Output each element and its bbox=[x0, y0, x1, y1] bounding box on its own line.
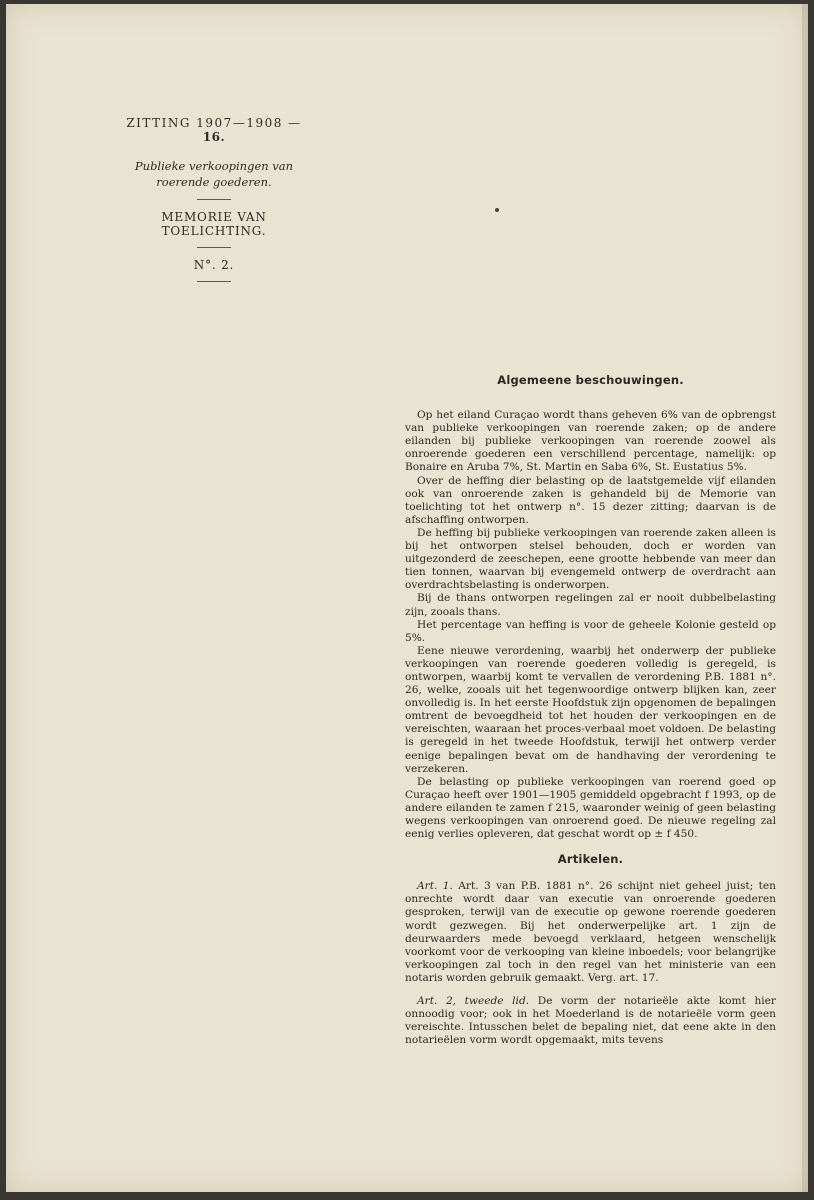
body-column bbox=[405, 374, 776, 1047]
paragraph: De heffing bij publieke verkoopingen van roerende zaken alleen is bij het ontworpen stelsel behouden, doch er worden van uitgezonderd de zeeschepen, eene grootte hebbende van meer dan tien tonnen, waarvan bij evengemeld ontwerp de overdracht aan overdrachtsbelasting is onderworpen. bbox=[405, 526, 776, 592]
session-number: 16. bbox=[202, 130, 226, 144]
paragraph: Bij de thans ontworpen regelingen zal er nooit dubbelbelasting zijn, zooals thans. bbox=[405, 592, 776, 618]
article-paragraph bbox=[405, 880, 776, 985]
article-text: De vorm der notarieële akte komt hier onnoodig voor; ook in het Moederland is de notarieële vorm geen vereischte. Intusschen belet de bepaling niet, dat eene akte in den notarieëlen vorm wordt opgemaakt, mits tevens bbox=[405, 995, 776, 1047]
divider bbox=[197, 281, 231, 282]
article-label: Art. 1. bbox=[417, 880, 453, 893]
session-line bbox=[114, 116, 314, 144]
session-text: ZITTING 1907—1908 — bbox=[126, 116, 302, 130]
article-text: Art. 3 van P.B. 1881 n°. 26 schijnt niet geheel juist; ten onrechte wordt daar van executie van onroerende goederen gesproken, terwijl van de executie op gewone roerende goederen wordt gezwegen. Bij het onderwerpelijke art. 1 zijn de deurwaarders mede bevoegd verklaard, hetgeen wenschelijk voorkomt voor de verkooping van kleine inboedels; voor belangrijke verkoopingen zal toch in den regel van het ministerie van een notaris worden gebruik gemaakt. Verg. art. 17. bbox=[405, 880, 776, 984]
document-number: N°. 2. bbox=[193, 258, 235, 272]
section-heading-articles: Artikelen. bbox=[557, 852, 624, 867]
paragraph: Het percentage van heffing is voor de geheele Kolonie gesteld op 5%. bbox=[405, 618, 776, 644]
paragraph: Op het eiland Curaçao wordt thans geheven 6% van de opbrengst van publieke verkoopingen van roerende zaken; op de andere eilanden bij publieke verkoopingen van roerende zoowel als onroerende goederen een verschillend percentage, namelijk: op Bonaire en Aruba 7%, St. Martin en Saba 6%, St. Eustatius 5%. bbox=[405, 409, 776, 474]
paragraph: Eene nieuwe verordening, waarbij het onderwerp der publieke verkoopingen van roerende goederen volledig is geregeld, is ontworpen, waarbij komt te vervallen de verordening P.B. 1881 n°. 26, welke, zooals uit het tegenwoordige ontwerp blijken kan, zeer onvolledig is. In het eerste Hoofdstuk zijn opgenomen de bepalingen omtrent de bevoegdheid tot het houden der verkoopingen en de vereischten, waaraan het proces-verbaal moet voldoen. De belasting is geregeld in het tweede Hoofdstuk, terwijl het ontwerp verder eenige bepalingen bevat om de handhaving der verordening te verzekeren. bbox=[405, 644, 776, 775]
article-paragraph bbox=[405, 995, 776, 1047]
divider bbox=[197, 247, 231, 248]
document-page bbox=[6, 4, 808, 1192]
paragraph: Over de heffing dier belasting op de laatstgemelde vijf eilanden ook van onroerende zaken is gehandeld bij de Memorie van toelichting tot het ontwerp n°. 15 dezer zitting; daarvan is de afschaffing ontworpen. bbox=[405, 474, 776, 526]
divider bbox=[197, 199, 231, 200]
page-edge-shadow bbox=[802, 4, 808, 1192]
section-heading-general: Algemeene beschouwingen. bbox=[497, 373, 684, 387]
paragraph: De belasting op publieke verkoopingen van roerend goed op Curaçao heeft over 1901—1905 gemiddeld opgebracht f 1993, op de andere eilanden te zamen f 215, waaronder weinig of geen belasting wegens verkoopingen van onroerend goed. De nieuwe regeling zal eenig verlies opleveren, dat geschat wordt op ± f 450. bbox=[405, 775, 776, 841]
memo-title: MEMORIE VAN TOELICHTING. bbox=[161, 210, 267, 238]
subject-title: Publieke verkoopingen van roerende goederen. bbox=[134, 159, 294, 189]
ink-speck bbox=[495, 208, 499, 212]
article-label: Art. 2, tweede lid. bbox=[417, 995, 530, 1008]
header-block bbox=[114, 116, 314, 292]
